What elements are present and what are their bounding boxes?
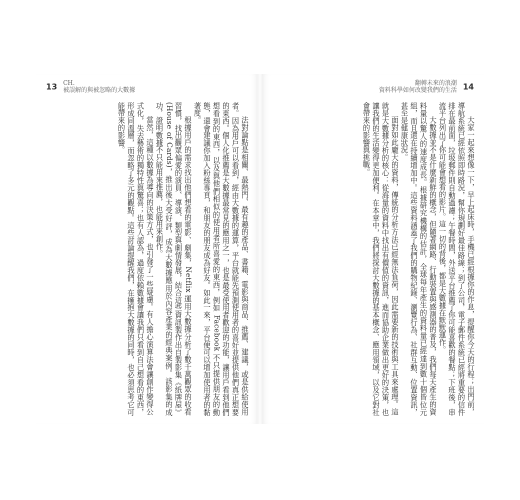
left-header-text	[63, 80, 135, 94]
right-page	[262, 74, 484, 424]
right-header-text	[379, 80, 457, 94]
right-page-body	[270, 102, 476, 416]
left-header-line1: CH.	[63, 80, 75, 87]
paragraph: 當然，這種以數據為導向的決策方式，也引發了一些疑慮。有人擔心演算法會讓創作變得公式化，失去藝術的獨特性與驚喜；也有人認為，過度依賴數據會讓我們只看到自己想看的東西，形成同溫層，而忽略了多元的觀點。這些討論提醒我們，在擁抱大數據的同時，也必須思考它可能帶來的影響。	[117, 102, 155, 416]
left-page-body	[44, 102, 250, 416]
right-header-line1: 翻轉未來的浪潮	[414, 80, 457, 87]
right-header-line2: 資料科學如何改變我們的生活	[378, 87, 457, 94]
paragraph: 大家一起來想像一下，早上起床時，手機已經根據你的作息，提醒你今天的行程；出門前，導航系統已經依照即時路況，幫你規劃好最佳路線；到了公司，電子郵件系統已經將重要的信件排在最前面，垃圾郵件則自動過濾；午餐時間，外送平台推薦了你可能喜歡的餐點；下班後，串流平台列出了你可能會想看的影片。這一切的背後，都是大數據在默默運作。	[438, 102, 476, 416]
left-page-number: 13	[46, 82, 58, 92]
left-page	[36, 74, 258, 424]
left-page-header	[46, 80, 139, 94]
paragraph: 大數據並不是什麼新鮮的概念，但隨著網路、行動裝置與感測器的普及，我們每天產生的資料量以驚人的速度成長。根據研究機構的估計，全球每年產生的資料量已經達到數十個皆位元組，而且還在持續增加中。這些資料涵蓋了我們的購物紀錄、瀏覽行為、社群互動、位置資訊，甚至是健康狀況。	[400, 102, 438, 416]
left-header-line2: 被誤解的與被忽略的大數據	[63, 87, 136, 94]
book-spread	[36, 74, 484, 424]
paragraph: 面對如此龐大的資料，傳統的分析方法已經無法負荷，因此需要新的技術與工具來處理。這就是大數據分析的核心：從海量的資料中找出有價值的資訊，進而協助企業做出更好的決策，也讓我們的生活變得更加便利。在本章中，我們將探討大數據的基本概念、應用領域，以及它對社會帶來的影響與挑戰。	[362, 102, 400, 416]
right-page-header	[375, 80, 474, 94]
paragraph: 根據用戶的需求找出他們想看的電影、劇集，Netflix 運用大數據分析了數千萬觀眾的收看習慣，找出觀眾偏愛的演員、導演、類型與劇情發展，結合這些資訊製作出自製影集《紙牌屋》(House of Cards)，推出後大受好評，成為大數據應用於內容產業的經典案例。該影集的成功，證明數據不只能用來推薦，也能用來創作。	[155, 102, 193, 416]
right-page-number: 14	[462, 82, 474, 92]
paragraph: 法對論點是相關、最熱門、最有趣的產品、書籍、電影與商品、推薦、建議，或是供給使用者。因為用戶可以看到，經由大數據的運算，平台就能先預測使用者的喜好並提供他們真正想要的東西。個人化推薦是大數據最常見的應用之一，也是最受使用者歡迎的功能，讓用戶看到他們想看到的東西，以及與他們相似的使用者所喜愛的東西，例如 Facebook 不只提供朋友的動態，還會建議你加入粉絲專頁，和朋友的朋友成為好友。如此一來，平台便可以增加使用者的黏著度。	[193, 102, 250, 416]
